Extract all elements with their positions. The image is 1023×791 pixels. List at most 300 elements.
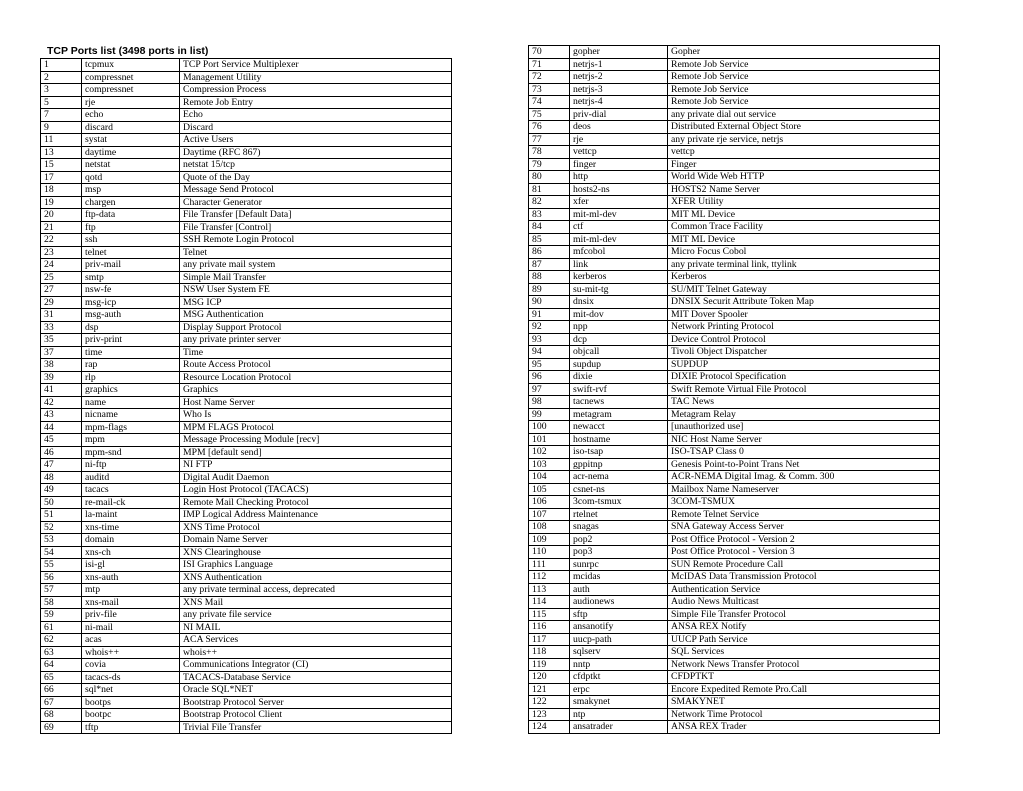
service-name-cell: qotd (82, 171, 180, 184)
port-number-cell: 115 (529, 608, 570, 621)
port-number-cell: 75 (529, 108, 570, 121)
description-cell: SUN Remote Procedure Call (668, 558, 940, 571)
port-number-cell: 85 (529, 233, 570, 246)
service-name-cell: mpm (82, 434, 180, 447)
service-name-cell: cfdptkt (570, 671, 668, 684)
description-cell: Graphics (180, 384, 452, 397)
table-row (41, 371, 452, 384)
table-row (41, 459, 452, 472)
service-name-cell: compressnet (82, 84, 180, 97)
service-name-cell: domain (82, 534, 180, 547)
description-cell: Character Generator (180, 196, 452, 209)
service-name-cell: ftp-data (82, 209, 180, 222)
description-cell: Message Processing Module [recv] (180, 434, 452, 447)
description-cell: 3COM-TSMUX (668, 496, 940, 509)
table-row (529, 408, 940, 421)
service-name-cell: metagram (570, 408, 668, 421)
table-row (529, 233, 940, 246)
table-row (41, 84, 452, 97)
service-name-cell: hosts2-ns (570, 183, 668, 196)
description-cell: Device Control Protocol (668, 333, 940, 346)
service-name-cell: newacct (570, 421, 668, 434)
page-title: TCP Ports list (3498 ports in list) (47, 45, 209, 57)
service-name-cell: xfer (570, 196, 668, 209)
table-row (41, 609, 452, 622)
table-row (529, 346, 940, 359)
description-cell: Mailbox Name Nameserver (668, 483, 940, 496)
description-cell: Audio News Multicast (668, 596, 940, 609)
port-number-cell: 53 (41, 534, 82, 547)
description-cell: Post Office Protocol - Version 3 (668, 546, 940, 559)
service-name-cell: msp (82, 184, 180, 197)
description-cell: MSG ICP (180, 296, 452, 309)
description-cell: XFER Utility (668, 196, 940, 209)
service-name-cell: audionews (570, 596, 668, 609)
port-number-cell: 33 (41, 321, 82, 334)
table-row (529, 708, 940, 721)
table-row (41, 621, 452, 634)
port-number-cell: 19 (41, 196, 82, 209)
service-name-cell: sunrpc (570, 558, 668, 571)
description-cell: Micro Focus Cobol (668, 246, 940, 259)
description-cell: [unauthorized use] (668, 421, 940, 434)
port-number-cell: 65 (41, 671, 82, 684)
description-cell: MPM [default send] (180, 446, 452, 459)
port-number-cell: 3 (41, 84, 82, 97)
port-number-cell: 45 (41, 434, 82, 447)
table-row (41, 421, 452, 434)
service-name-cell: daytime (82, 146, 180, 159)
port-number-cell: 76 (529, 121, 570, 134)
description-cell: vettcp (668, 146, 940, 159)
port-number-cell: 27 (41, 284, 82, 297)
table-row (529, 171, 940, 184)
port-number-cell: 67 (41, 696, 82, 709)
port-number-cell: 86 (529, 246, 570, 259)
table-row (529, 646, 940, 659)
table-row (529, 158, 940, 171)
description-cell: any private rje service, netrjs (668, 133, 940, 146)
description-cell: XNS Clearinghouse (180, 546, 452, 559)
table-row (529, 396, 940, 409)
port-number-cell: 87 (529, 258, 570, 271)
table-row (41, 159, 452, 172)
service-name-cell: msg-auth (82, 309, 180, 322)
service-name-cell: iso-tsap (570, 446, 668, 459)
table-row (41, 709, 452, 722)
service-name-cell: ftp (82, 221, 180, 234)
port-number-cell: 100 (529, 421, 570, 434)
port-number-cell: 117 (529, 633, 570, 646)
service-name-cell: ansanotify (570, 621, 668, 634)
description-cell: Remote Job Service (668, 58, 940, 71)
service-name-cell: rje (570, 133, 668, 146)
table-row (529, 458, 940, 471)
service-name-cell: rlp (82, 371, 180, 384)
table-row (41, 671, 452, 684)
description-cell: File Transfer [Control] (180, 221, 452, 234)
service-name-cell: netrjs-2 (570, 71, 668, 84)
table-row (529, 433, 940, 446)
description-cell: Common Trace Facility (668, 221, 940, 234)
table-row (41, 71, 452, 84)
service-name-cell: tacacs (82, 484, 180, 497)
description-cell: SMAKYNET (668, 696, 940, 709)
table-row (529, 496, 940, 509)
table-row (529, 721, 940, 734)
service-name-cell: la-maint (82, 509, 180, 522)
service-name-cell: priv-file (82, 609, 180, 622)
service-name-cell: xns-auth (82, 571, 180, 584)
description-cell: NSW User System FE (180, 284, 452, 297)
port-number-cell: 112 (529, 571, 570, 584)
table-row (41, 721, 452, 734)
service-name-cell: nsw-fe (82, 284, 180, 297)
ports-table-right (528, 45, 940, 734)
description-cell: Simple Mail Transfer (180, 271, 452, 284)
description-cell: Genesis Point-to-Point Trans Net (668, 458, 940, 471)
table-row (529, 596, 940, 609)
description-cell: Domain Name Server (180, 534, 452, 547)
port-number-cell: 49 (41, 484, 82, 497)
service-name-cell: tacnews (570, 396, 668, 409)
description-cell: Kerberos (668, 271, 940, 284)
description-cell: TCP Port Service Multiplexer (180, 59, 452, 72)
port-number-cell: 50 (41, 496, 82, 509)
service-name-cell: ni-mail (82, 621, 180, 634)
table-row (41, 146, 452, 159)
service-name-cell: csnet-ns (570, 483, 668, 496)
service-name-cell: rap (82, 359, 180, 372)
table-row (41, 171, 452, 184)
port-number-cell: 39 (41, 371, 82, 384)
service-name-cell: sftp (570, 608, 668, 621)
service-name-cell: time (82, 346, 180, 359)
port-number-cell: 18 (41, 184, 82, 197)
port-number-cell: 41 (41, 384, 82, 397)
table-row (529, 296, 940, 309)
service-name-cell: sql*net (82, 684, 180, 697)
description-cell: ISO-TSAP Class 0 (668, 446, 940, 459)
service-name-cell: ni-ftp (82, 459, 180, 472)
table-row (529, 483, 940, 496)
port-number-cell: 111 (529, 558, 570, 571)
description-cell: Remote Mail Checking Protocol (180, 496, 452, 509)
service-name-cell: swift-rvf (570, 383, 668, 396)
table-row (41, 559, 452, 572)
service-name-cell: name (82, 396, 180, 409)
port-number-cell: 123 (529, 708, 570, 721)
description-cell: Telnet (180, 246, 452, 259)
description-cell: Login Host Protocol (TACACS) (180, 484, 452, 497)
table-row (41, 321, 452, 334)
description-cell: ANSA REX Trader (668, 721, 940, 734)
service-name-cell: smtp (82, 271, 180, 284)
service-name-cell: netrjs-3 (570, 83, 668, 96)
port-number-cell: 64 (41, 659, 82, 672)
table-row (529, 333, 940, 346)
description-cell: Host Name Server (180, 396, 452, 409)
table-row (529, 683, 940, 696)
description-cell: DIXIE Protocol Specification (668, 371, 940, 384)
table-row (41, 96, 452, 109)
service-name-cell: mpm-snd (82, 446, 180, 459)
service-name-cell: sqlserv (570, 646, 668, 659)
description-cell: MSG Authentication (180, 309, 452, 322)
table-row (41, 546, 452, 559)
table-row (41, 334, 452, 347)
port-number-cell: 114 (529, 596, 570, 609)
description-cell: Oracle SQL*NET (180, 684, 452, 697)
description-cell: Network Time Protocol (668, 708, 940, 721)
port-number-cell: 110 (529, 546, 570, 559)
description-cell: Active Users (180, 134, 452, 147)
port-number-cell: 55 (41, 559, 82, 572)
table-row (529, 246, 940, 259)
service-name-cell: deos (570, 121, 668, 134)
table-row (529, 671, 940, 684)
table-row (529, 258, 940, 271)
description-cell: XNS Mail (180, 596, 452, 609)
service-name-cell: uucp-path (570, 633, 668, 646)
description-cell: any private mail system (180, 259, 452, 272)
port-number-cell: 103 (529, 458, 570, 471)
port-number-cell: 116 (529, 621, 570, 634)
port-number-cell: 82 (529, 196, 570, 209)
description-cell: CFDPTKT (668, 671, 940, 684)
description-cell: Digital Audit Daemon (180, 471, 452, 484)
table-row (529, 133, 940, 146)
table-row (41, 59, 452, 72)
port-number-cell: 99 (529, 408, 570, 421)
description-cell: MIT ML Device (668, 233, 940, 246)
table-row (529, 508, 940, 521)
description-cell: Management Utility (180, 71, 452, 84)
port-number-cell: 56 (41, 571, 82, 584)
service-name-cell: echo (82, 109, 180, 122)
service-name-cell: nicname (82, 409, 180, 422)
port-number-cell: 96 (529, 371, 570, 384)
port-number-cell: 98 (529, 396, 570, 409)
table-row (529, 358, 940, 371)
service-name-cell: hostname (570, 433, 668, 446)
service-name-cell: re-mail-ck (82, 496, 180, 509)
description-cell: McIDAS Data Transmission Protocol (668, 571, 940, 584)
port-number-cell: 15 (41, 159, 82, 172)
description-cell: DNSIX Securit Attribute Token Map (668, 296, 940, 309)
description-cell: Time (180, 346, 452, 359)
port-number-cell: 121 (529, 683, 570, 696)
port-number-cell: 124 (529, 721, 570, 734)
service-name-cell: whois++ (82, 646, 180, 659)
description-cell: Echo (180, 109, 452, 122)
description-cell: NI FTP (180, 459, 452, 472)
table-row (529, 208, 940, 221)
port-number-cell: 101 (529, 433, 570, 446)
port-number-cell: 72 (529, 71, 570, 84)
service-name-cell: pop2 (570, 533, 668, 546)
port-number-cell: 71 (529, 58, 570, 71)
port-number-cell: 62 (41, 634, 82, 647)
service-name-cell: msg-icp (82, 296, 180, 309)
port-number-cell: 11 (41, 134, 82, 147)
port-number-cell: 70 (529, 46, 570, 59)
description-cell: Remote Job Service (668, 71, 940, 84)
service-name-cell: priv-dial (570, 108, 668, 121)
description-cell: Compression Process (180, 84, 452, 97)
port-number-cell: 24 (41, 259, 82, 272)
service-name-cell: su-mit-tg (570, 283, 668, 296)
table-row (41, 246, 452, 259)
service-name-cell: graphics (82, 384, 180, 397)
table-row (41, 209, 452, 222)
service-name-cell: covia (82, 659, 180, 672)
service-name-cell: mpm-flags (82, 421, 180, 434)
service-name-cell: mit-ml-dev (570, 233, 668, 246)
port-number-cell: 119 (529, 658, 570, 671)
port-number-cell: 92 (529, 321, 570, 334)
table-row (529, 696, 940, 709)
port-number-cell: 104 (529, 471, 570, 484)
port-number-cell: 66 (41, 684, 82, 697)
table-row (529, 46, 940, 59)
table-row (41, 284, 452, 297)
description-cell: XNS Authentication (180, 571, 452, 584)
service-name-cell: mtp (82, 584, 180, 597)
description-cell: SSH Remote Login Protocol (180, 234, 452, 247)
port-number-cell: 105 (529, 483, 570, 496)
description-cell: Tivoli Object Dispatcher (668, 346, 940, 359)
service-name-cell: priv-mail (82, 259, 180, 272)
service-name-cell: pop3 (570, 546, 668, 559)
table-row (529, 183, 940, 196)
table-row (41, 571, 452, 584)
table-row (529, 221, 940, 234)
description-cell: Post Office Protocol - Version 2 (668, 533, 940, 546)
table-row (529, 633, 940, 646)
port-number-cell: 95 (529, 358, 570, 371)
port-number-cell: 94 (529, 346, 570, 359)
port-number-cell: 73 (529, 83, 570, 96)
description-cell: TACACS-Database Service (180, 671, 452, 684)
description-cell: Message Send Protocol (180, 184, 452, 197)
table-row (41, 184, 452, 197)
service-name-cell: dixie (570, 371, 668, 384)
service-name-cell: chargen (82, 196, 180, 209)
port-number-cell: 106 (529, 496, 570, 509)
service-name-cell: objcall (570, 346, 668, 359)
port-number-cell: 35 (41, 334, 82, 347)
table-row (41, 196, 452, 209)
service-name-cell: ansatrader (570, 721, 668, 734)
table-row (529, 146, 940, 159)
table-row (41, 646, 452, 659)
table-row (41, 346, 452, 359)
service-name-cell: supdup (570, 358, 668, 371)
port-number-cell: 88 (529, 271, 570, 284)
table-row (41, 696, 452, 709)
port-number-cell: 78 (529, 146, 570, 159)
table-row (529, 521, 940, 534)
port-number-cell: 57 (41, 584, 82, 597)
service-name-cell: acas (82, 634, 180, 647)
table-row (529, 558, 940, 571)
table-row (41, 384, 452, 397)
port-number-cell: 43 (41, 409, 82, 422)
port-number-cell: 77 (529, 133, 570, 146)
table-row (529, 608, 940, 621)
description-cell: Simple File Transfer Protocol (668, 608, 940, 621)
service-name-cell: mfcobol (570, 246, 668, 259)
description-cell: ACR-NEMA Digital Imag. & Comm. 300 (668, 471, 940, 484)
description-cell: Metagram Relay (668, 408, 940, 421)
service-name-cell: tftp (82, 721, 180, 734)
description-cell: NI MAIL (180, 621, 452, 634)
description-cell: any private terminal link, ttylink (668, 258, 940, 271)
description-cell: Daytime (RFC 867) (180, 146, 452, 159)
table-row (41, 484, 452, 497)
table-row (41, 109, 452, 122)
port-number-cell: 51 (41, 509, 82, 522)
service-name-cell: npp (570, 321, 668, 334)
description-cell: IMP Logical Address Maintenance (180, 509, 452, 522)
table-row (41, 534, 452, 547)
port-number-cell: 89 (529, 283, 570, 296)
table-row (529, 571, 940, 584)
service-name-cell: xns-time (82, 521, 180, 534)
port-number-cell: 52 (41, 521, 82, 534)
port-number-cell: 69 (41, 721, 82, 734)
table-row (529, 533, 940, 546)
port-number-cell: 122 (529, 696, 570, 709)
description-cell: Communications Integrator (CI) (180, 659, 452, 672)
service-name-cell: auth (570, 583, 668, 596)
table-row (529, 283, 940, 296)
service-name-cell: erpc (570, 683, 668, 696)
table-row (529, 471, 940, 484)
port-number-cell: 59 (41, 609, 82, 622)
service-name-cell: bootps (82, 696, 180, 709)
description-cell: Remote Job Service (668, 96, 940, 109)
table-row (529, 121, 940, 134)
table-row (41, 396, 452, 409)
port-number-cell: 25 (41, 271, 82, 284)
table-row (41, 446, 452, 459)
port-number-cell: 2 (41, 71, 82, 84)
service-name-cell: ctf (570, 221, 668, 234)
table-row (529, 658, 940, 671)
description-cell: Quote of the Day (180, 171, 452, 184)
port-number-cell: 54 (41, 546, 82, 559)
description-cell: whois++ (180, 646, 452, 659)
service-name-cell: gopher (570, 46, 668, 59)
description-cell: Remote Job Service (668, 83, 940, 96)
description-cell: Network Printing Protocol (668, 321, 940, 334)
port-number-cell: 74 (529, 96, 570, 109)
port-number-cell: 113 (529, 583, 570, 596)
table-row (529, 583, 940, 596)
service-name-cell: dsp (82, 321, 180, 334)
service-name-cell: rje (82, 96, 180, 109)
service-name-cell: ssh (82, 234, 180, 247)
service-name-cell: priv-print (82, 334, 180, 347)
description-cell: SU/MIT Telnet Gateway (668, 283, 940, 296)
port-number-cell: 37 (41, 346, 82, 359)
service-name-cell: netrjs-1 (570, 58, 668, 71)
description-cell: UUCP Path Service (668, 633, 940, 646)
table-row (529, 58, 940, 71)
table-row (41, 684, 452, 697)
